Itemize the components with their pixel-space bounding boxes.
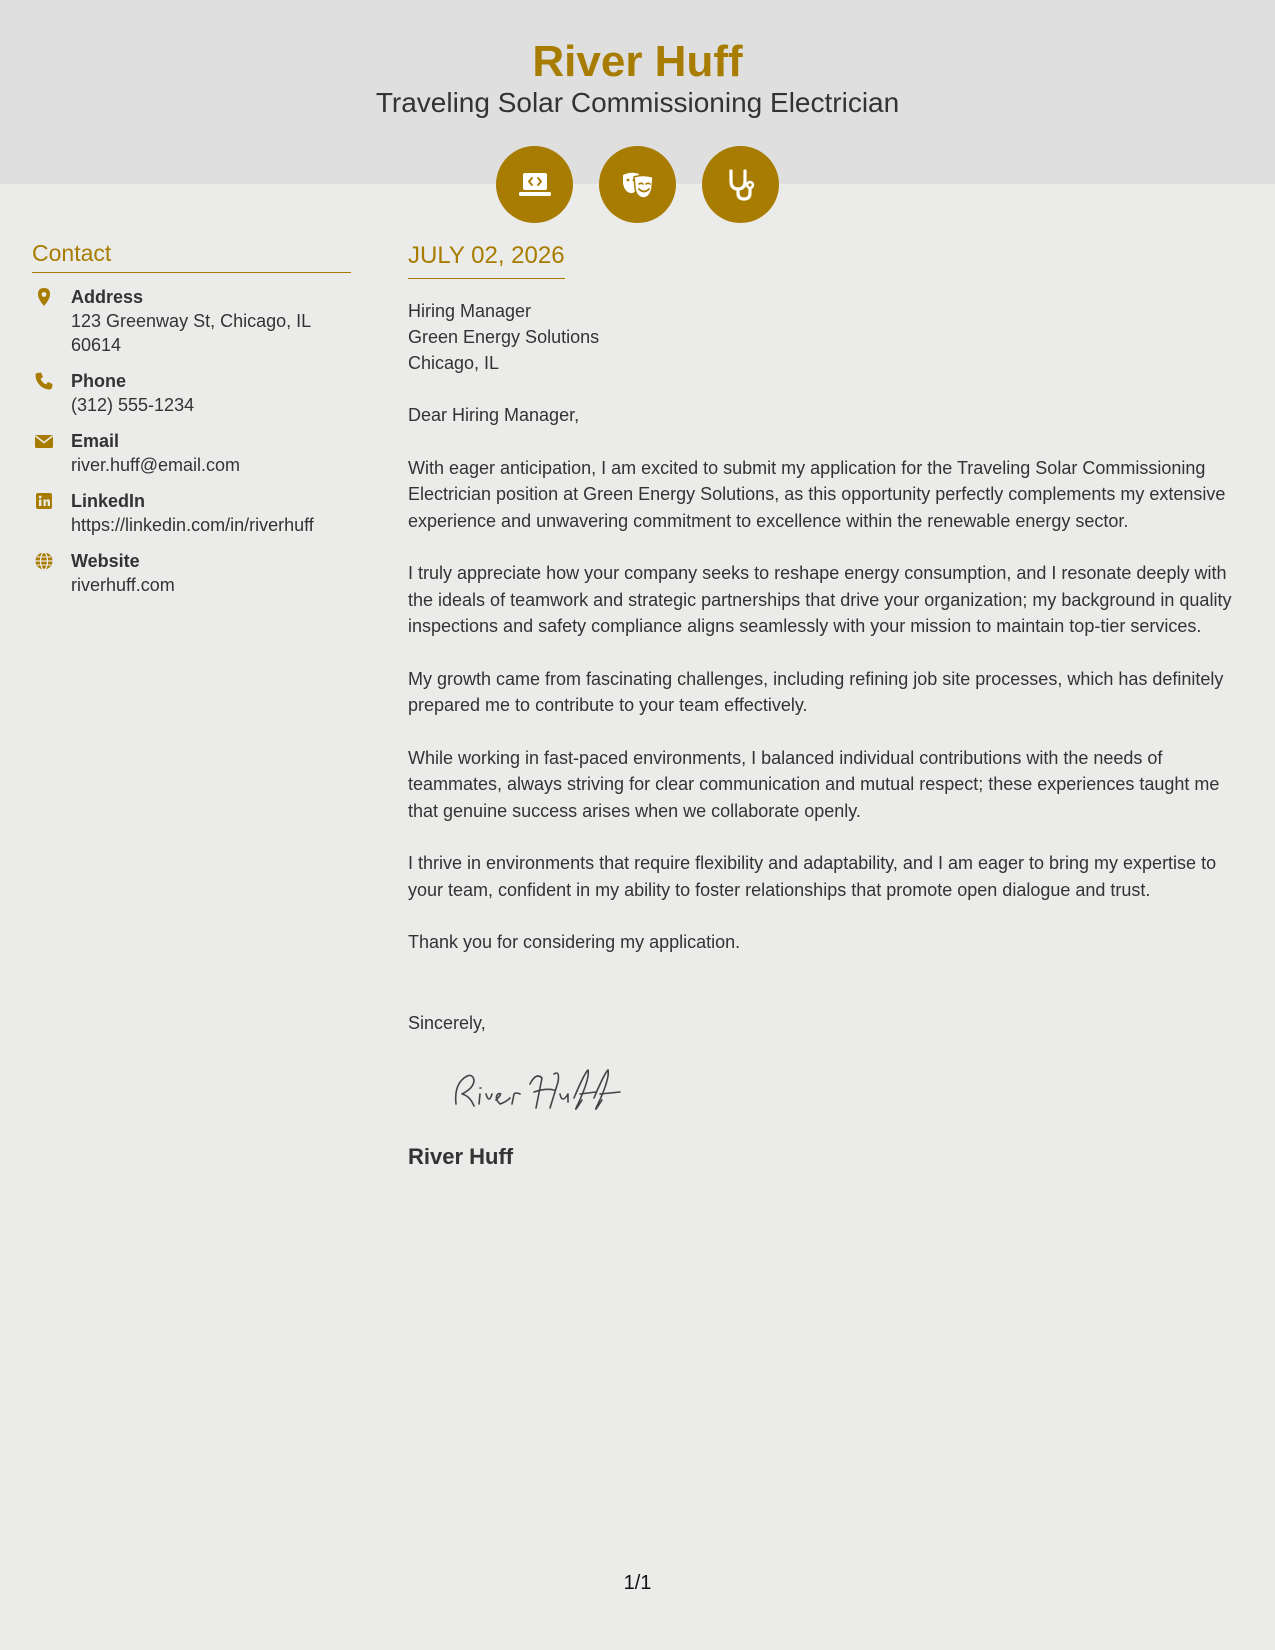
contact-phone xyxy=(32,369,351,417)
contact-website xyxy=(32,549,351,597)
globe-icon xyxy=(34,551,54,571)
stethoscope-icon xyxy=(702,146,779,223)
envelope-icon xyxy=(34,431,54,451)
recipient-line: Hiring Manager xyxy=(408,301,532,321)
map-marker-icon xyxy=(34,287,54,307)
email-label: Email xyxy=(71,431,120,451)
letter-paragraph: With eager anticipation, I am excited to submit my application for the Traveling Solar Commissioning Electrician position at Green Energy Solutions, as this opportunity perfectly complements my extensive experience and unwavering commitment to excellence within the renewable energy sector. xyxy=(408,457,1226,531)
letter-body xyxy=(408,240,1253,1171)
letter-date: JULY 02, 2026 xyxy=(408,240,565,279)
contact-address xyxy=(32,285,351,357)
letter-paragraph: While working in fast-paced environments, I balanced individual contributions with the needs of teammates, always striving for clear communication and mutual respect; these experiences taught me that genuine success arises when we collaborate openly. xyxy=(408,747,1220,821)
signer-name: River Huff xyxy=(408,1143,514,1169)
letter-paragraph: Thank you for considering my application. xyxy=(408,932,741,952)
page-number: 1/1 xyxy=(623,1572,652,1594)
contact-heading: Contact xyxy=(32,238,351,273)
website-value[interactable]: riverhuff.com xyxy=(71,575,175,595)
theater-masks-icon xyxy=(599,146,676,223)
phone-label: Phone xyxy=(71,371,127,391)
handwritten-signature xyxy=(450,1064,640,1116)
letter-paragraph: I truly appreciate how your company seeks to reshape energy consumption, and I resonate deeply with the ideals of teamwork and strategic partnerships that drive your organization; my background in quality inspections and safety compliance aligns seamlessly with your mission to maintain top-tier services. xyxy=(408,563,1232,636)
phone-icon xyxy=(34,371,54,391)
linkedin-value[interactable]: https://linkedin.com/in/riverhuff xyxy=(71,515,314,535)
contact-linkedin xyxy=(32,489,351,537)
salutation: Dear Hiring Manager, xyxy=(408,405,580,425)
interest-icons xyxy=(496,146,779,223)
website-label: Website xyxy=(71,551,140,571)
letter-paragraph: My growth came from fascinating challenges, including refining job site processes, which has definitely prepared me to contribute to your team effectively. xyxy=(408,668,1224,715)
linkedin-icon xyxy=(34,491,54,511)
laptop-code-icon xyxy=(496,146,573,223)
email-value[interactable]: river.huff@email.com xyxy=(71,455,240,475)
address-label: Address xyxy=(71,287,144,307)
contact-email xyxy=(32,429,351,477)
letter-paragraph: I thrive in environments that require flexibility and adaptability, and I am eager to bring my expertise to your team, confident in my ability to foster relationships that promote open dialogue and trust. xyxy=(408,853,1217,900)
linkedin-label: LinkedIn xyxy=(71,491,146,511)
recipient-line: Chicago, IL xyxy=(408,353,500,373)
recipient-line: Green Energy Solutions xyxy=(408,327,600,347)
address-value: 123 Greenway St, Chicago, IL 60614 xyxy=(71,311,311,355)
phone-value: (312) 555-1234 xyxy=(71,395,195,415)
contact-sidebar xyxy=(32,238,351,597)
closing: Sincerely, xyxy=(408,1012,486,1033)
job-title: Traveling Solar Commissioning Electrician xyxy=(375,87,900,118)
applicant-name: River Huff xyxy=(532,37,743,86)
recipient-block xyxy=(408,298,1253,376)
